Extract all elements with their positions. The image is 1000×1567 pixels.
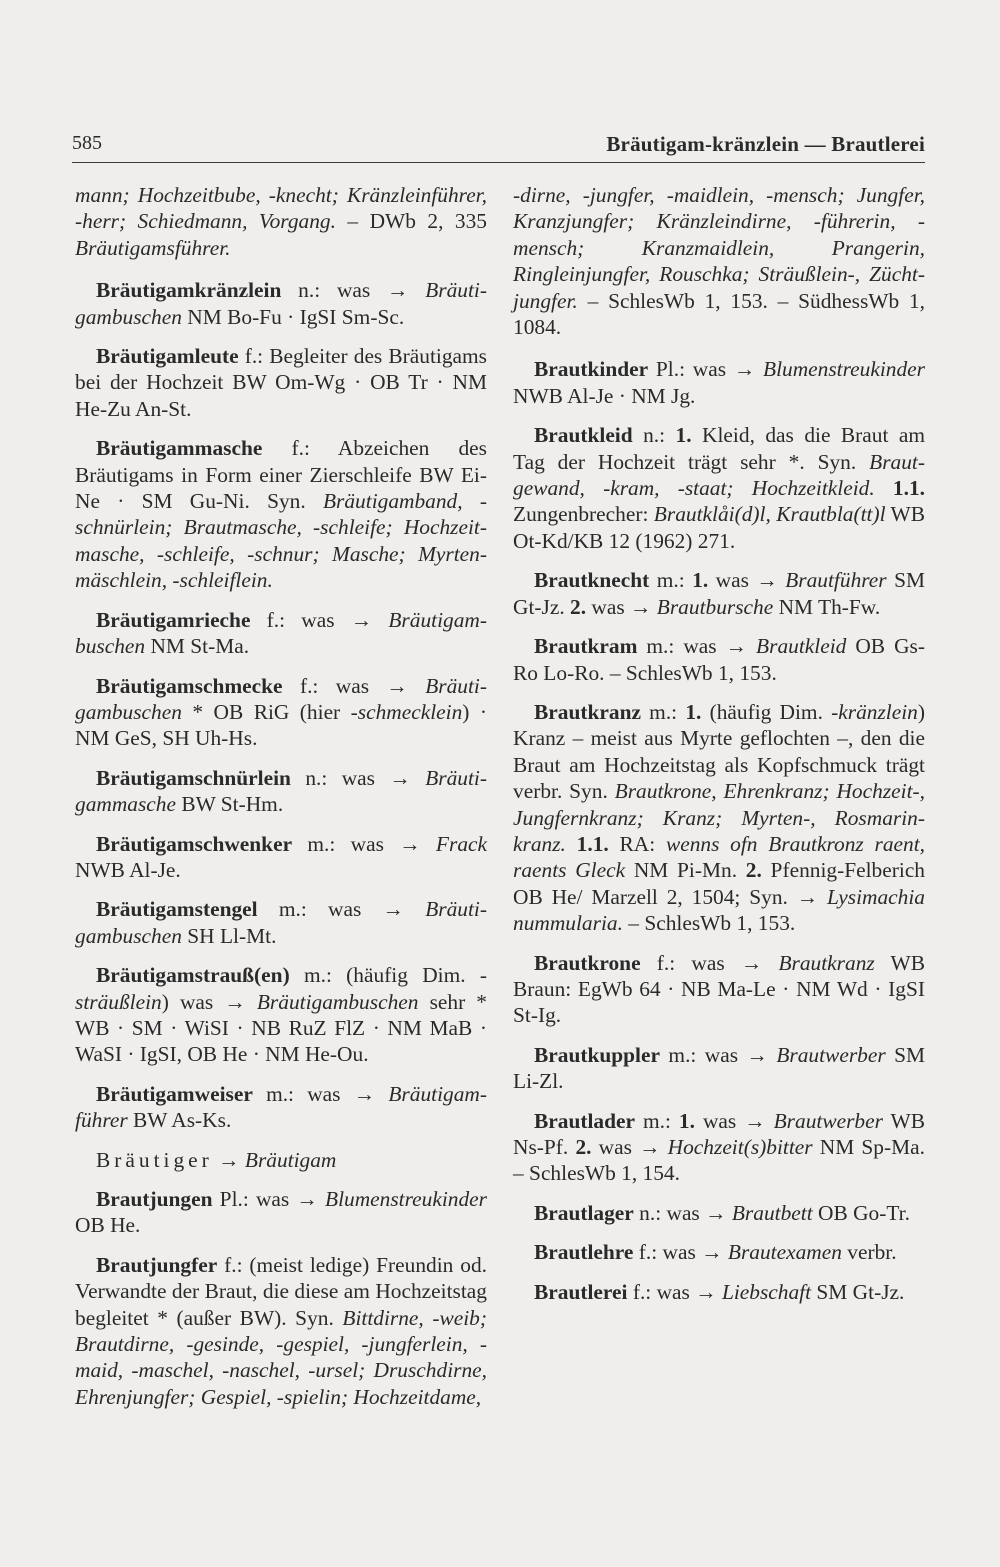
headword: Brautlerei xyxy=(534,1279,628,1304)
italic-text: Brautexamen xyxy=(727,1240,842,1265)
entry-text: ) Kranz – meist aus Myrte geflochten –, den die Braut am Hochzeitstag als Kopfschmuck trägt verbr. Syn. xyxy=(513,699,925,804)
headword: Brautkuppler xyxy=(534,1042,660,1067)
entry-text: f.: (meist ledige) Freundin od. Verwandte der Braut, die diese am Hochzeitstag begleitet * (außer BW). Syn. xyxy=(75,1252,487,1330)
dictionary-entry xyxy=(75,962,487,1068)
headword: Brautknecht xyxy=(534,568,650,593)
headword: 1.1. xyxy=(892,476,925,501)
dictionary-entry xyxy=(75,1252,487,1410)
entry-text: was → xyxy=(591,1135,668,1159)
entry-text: n.: was → xyxy=(281,278,426,303)
entry-text: * OB RiG (hier xyxy=(181,699,351,724)
italic-text: Blumenstreukinder xyxy=(763,357,925,382)
entry-text: f.: was → xyxy=(633,1240,728,1265)
italic-text: Brautkrone, Ehrenkranz; Hochzeit-, Jungfernkranz; Kranz; Myrten-, Rosmarinkranz. xyxy=(513,779,925,856)
dictionary-entry xyxy=(513,633,925,686)
entry-text: NM Pi-Mn. xyxy=(625,858,746,883)
entry-text: NWB Al-Je · NM Jg. xyxy=(513,383,696,408)
headword: Bräutigamschmecke xyxy=(96,673,283,698)
dictionary-entry xyxy=(513,356,925,409)
headword: 1. xyxy=(678,1108,695,1133)
headword: Bräutigamweiser xyxy=(96,1081,253,1106)
entry-text: f.: Begleiter des Bräutigams bei der Hochzeit BW Om-Wg · OB Tr · NM He-Zu An-St. xyxy=(75,344,487,421)
headword: Brautjungfer xyxy=(96,1252,218,1277)
entry-text: m.: xyxy=(635,1108,679,1133)
entry-text: WB Ns-Pf. xyxy=(513,1108,926,1159)
italic-text: Bräutigambuschen xyxy=(256,989,419,1014)
headword: Brautkinder xyxy=(534,357,649,382)
italic-text: Bräutigambuschen xyxy=(75,673,487,724)
entry-text: OB He. xyxy=(75,1213,141,1238)
continuation-entry xyxy=(513,182,925,340)
italic-text: Brautkleid xyxy=(756,634,847,659)
entry-text: f.: was → xyxy=(640,950,779,975)
entry-text: SM Li-Zl. xyxy=(513,1042,926,1094)
entry-text: Pl.: was → xyxy=(648,357,764,382)
entry-text: n.: was → xyxy=(290,765,426,790)
dictionary-entry xyxy=(513,1108,925,1187)
entry-text: was → xyxy=(694,1108,774,1133)
entry-text: (häufig Dim. xyxy=(701,699,832,724)
dictionary-entry xyxy=(75,1186,487,1239)
headword: Bräutigamschwenker xyxy=(96,831,293,856)
entry-text: NWB Al-Je. xyxy=(75,857,181,882)
italic-text: Brautbursche xyxy=(656,594,774,619)
italic-text: Blumenstreukinder xyxy=(325,1187,487,1211)
italic-text: Bräutigamsführer. xyxy=(75,235,231,260)
italic-text: Lysimachia nummularia. xyxy=(513,884,925,936)
continuation-entry xyxy=(75,182,487,261)
entry-text: RA: xyxy=(608,831,666,856)
entry-text: NM Sp-Ma. – SchlesWb 1, 154. xyxy=(513,1135,925,1186)
headword: Brautkranz xyxy=(534,699,641,724)
entry-text: ) was → xyxy=(161,989,257,1014)
dictionary-entry xyxy=(75,1147,487,1173)
entry-text: m.: was → xyxy=(292,831,436,856)
headword: 2. xyxy=(575,1135,592,1159)
right-column xyxy=(513,182,925,1318)
headword: 1.1. xyxy=(576,831,609,856)
italic-text: Liebschaft xyxy=(721,1279,812,1304)
page-header xyxy=(72,128,925,163)
entry-text: Pfennig-Felberich OB He/ Marzell 2, 1504; Syn. → xyxy=(513,858,926,909)
spaced-headword: Bräutiger xyxy=(96,1147,213,1172)
headword: Bräutigamleute xyxy=(96,344,239,369)
dictionary-entry xyxy=(75,831,487,884)
dictionary-entry xyxy=(75,343,487,422)
entry-text: BW St-Hm. xyxy=(176,792,284,817)
entry-text xyxy=(566,832,577,856)
entry-text: – DWb 2, 335 xyxy=(335,209,487,234)
headword: Bräutigamschnürlein xyxy=(96,765,291,790)
entry-text: NM St-Ma. xyxy=(145,634,250,659)
headword: Brautlager xyxy=(534,1200,634,1225)
dictionary-entry xyxy=(513,1200,925,1226)
entry-text: Pl.: was → xyxy=(212,1187,326,1211)
headword: 1. xyxy=(692,568,709,593)
dictionary-entry xyxy=(75,765,487,818)
left-column xyxy=(75,182,487,1423)
entry-text: WB Ot-Kd/KB 12 (1962) 271. xyxy=(513,502,925,553)
italic-text: Bräutigam xyxy=(244,1147,337,1172)
entry-text: Zungenbrecher: xyxy=(513,502,654,527)
headword: 2. xyxy=(570,594,587,619)
entry-text: – SchlesWb 1, 153. – SüdhessWb 1, 1084. xyxy=(513,288,925,340)
entry-text: m.: was → xyxy=(257,897,426,922)
entry-text: OB Gs-Ro Lo-Ro. – SchlesWb 1, 153. xyxy=(513,634,925,685)
headword: 1. xyxy=(675,423,692,448)
dictionary-entry xyxy=(75,607,487,660)
entry-text: m.: xyxy=(640,699,686,724)
italic-text: Brautwerber xyxy=(773,1108,883,1133)
entry-text: OB Go-Tr. xyxy=(812,1200,910,1225)
headword: Bräutigammasche xyxy=(96,436,263,461)
italic-text: Bräutigambuschen xyxy=(75,897,487,948)
italic-text: wenns ofn Brautkronz raent, raents Gleck xyxy=(513,831,925,883)
running-title: Bräutigam-kränzlein — Brautlerei xyxy=(606,132,925,156)
entry-text: sehr * WB · SM · WiSI · NB RuZ FlZ · NM MaB · WaSI · IgSI, OB He · NM He-Ou. xyxy=(75,989,488,1067)
italic-text: Bräutigamführer xyxy=(75,1081,487,1133)
headword: Brautjungen xyxy=(96,1187,213,1211)
italic-text: -dirne, -jungfer, -maidlein, -mensch; Jungfer, Kranzjungfer; Kränzleindirne, -führerin, -mensch; Kranzmaidlein, Prangerin, Ringleinjungfer, Rouschka; Sträußlein-, Züchtjungfer. xyxy=(513,183,925,313)
entry-text: SH Ll-Mt. xyxy=(181,923,277,948)
italic-text: Brautkranz xyxy=(778,950,875,975)
entry-text: SM Gt-Jz. xyxy=(513,568,925,619)
italic-text: mann; Hochzeitbube, -knecht; Kränzleinführer, -herr; Schiedmann, Vorgang. xyxy=(75,183,487,234)
dictionary-entry xyxy=(75,896,487,949)
italic-text: Brautklåi(d)l, Krautbla(tt)l xyxy=(653,502,886,527)
entry-text: n.: was → xyxy=(633,1200,732,1225)
dictionary-entry xyxy=(75,673,487,752)
entry-text: ) · NM GeS, SH Uh-Hs. xyxy=(75,699,487,751)
italic-text: Bittdirne, -weib; Brautdirne, -gesinde, -gespiel, -jungferlein, -maid, -maschel, -naschel, -ursel; Druschdirne, Ehrenjungfer; Gespiel, -spielin; Hochzeitdame, xyxy=(75,1305,487,1409)
entry-text: m.: was → xyxy=(637,634,757,659)
entry-text: f.: was → xyxy=(282,673,426,698)
entry-text: was → xyxy=(708,568,786,593)
entry-text: m.: (häufig Dim. xyxy=(289,963,480,988)
entry-text: NM Bo-Fu · IgSI Sm-Sc. xyxy=(181,304,405,329)
headword: 1. xyxy=(685,699,702,724)
entry-text: NM Th-Fw. xyxy=(773,594,881,619)
italic-text: -kränzlein xyxy=(831,699,918,724)
entry-text: SM Gt-Jz. xyxy=(811,1279,905,1304)
italic-text: Brautgewand, -kram, -staat; Hochzeitkleid. xyxy=(513,449,925,501)
entry-text: m.: was → xyxy=(660,1042,777,1067)
entry-text: → xyxy=(212,1147,245,1172)
page-number: 585 xyxy=(72,132,102,154)
italic-text: Bräutigambuschen xyxy=(75,607,487,659)
italic-text: -schmecklein xyxy=(350,699,463,724)
italic-text: -sträußlein xyxy=(75,963,487,1014)
headword: Brautkrone xyxy=(534,950,641,975)
headword: 2. xyxy=(745,858,762,883)
italic-text: Bräutigamband, -schnürlein; Brautmasche, -schleife; Hochzeitmasche, -schleife, -schnur; Masche; Myrtenmäschlein, -schleiflein. xyxy=(75,489,487,593)
italic-text: Bräutigambuschen xyxy=(75,278,487,329)
dictionary-entry xyxy=(513,422,925,554)
dictionary-entry xyxy=(75,435,487,593)
entry-text: verbr. xyxy=(841,1240,897,1265)
italic-text: Brautführer xyxy=(785,568,887,593)
headword: Bräutigamstrauß(en) xyxy=(96,963,290,988)
dictionary-entry xyxy=(513,699,925,937)
entry-text: WB Braun: EgWb 64 · NB Ma-Le · NM Wd · IgSI St-Ig. xyxy=(513,950,925,1028)
dictionary-entry xyxy=(513,1279,925,1305)
entry-text xyxy=(875,476,893,500)
entry-text: m.: xyxy=(649,568,693,593)
dictionary-entry xyxy=(513,1042,925,1095)
entry-text: BW As-Ks. xyxy=(127,1108,232,1133)
dictionary-entry xyxy=(75,1081,487,1134)
entry-text: Kleid, das die Braut am Tag der Hochzeit trägt sehr *. Syn. xyxy=(513,423,925,474)
italic-text: Hochzeit(s)bitter xyxy=(667,1135,813,1159)
entry-text: – SchlesWb 1, 153. xyxy=(622,911,796,936)
dictionary-entry xyxy=(513,567,925,620)
dictionary-entry xyxy=(513,950,925,1029)
headword: Brautkram xyxy=(534,634,638,659)
italic-text: Frack xyxy=(435,831,487,856)
headword: Bräutigamrieche xyxy=(96,607,251,632)
entry-text: m.: was → xyxy=(252,1081,389,1106)
entry-text: f.: was → xyxy=(627,1279,722,1304)
headword: Bräutigamkränzlein xyxy=(96,278,282,303)
headword: Brautlader xyxy=(534,1108,635,1133)
entry-text: f.: Abzeichen des Bräutigams in Form einer Zierschleife BW Ei-Ne · SM Gu-Ni. Syn. xyxy=(75,436,487,514)
italic-text: Brautbett xyxy=(731,1200,813,1225)
italic-text: Bräutigammasche xyxy=(75,765,487,817)
entry-text: f.: was → xyxy=(250,607,389,632)
dictionary-entry xyxy=(513,1239,925,1265)
dictionary-entry xyxy=(75,277,487,330)
headword: Brautkleid xyxy=(534,423,633,448)
entry-text: was → xyxy=(586,594,657,619)
headword: Brautlehre xyxy=(534,1240,634,1265)
italic-text: Brautwerber xyxy=(776,1042,886,1067)
headword: Bräutigamstengel xyxy=(96,897,258,922)
entry-text: n.: xyxy=(632,423,676,448)
